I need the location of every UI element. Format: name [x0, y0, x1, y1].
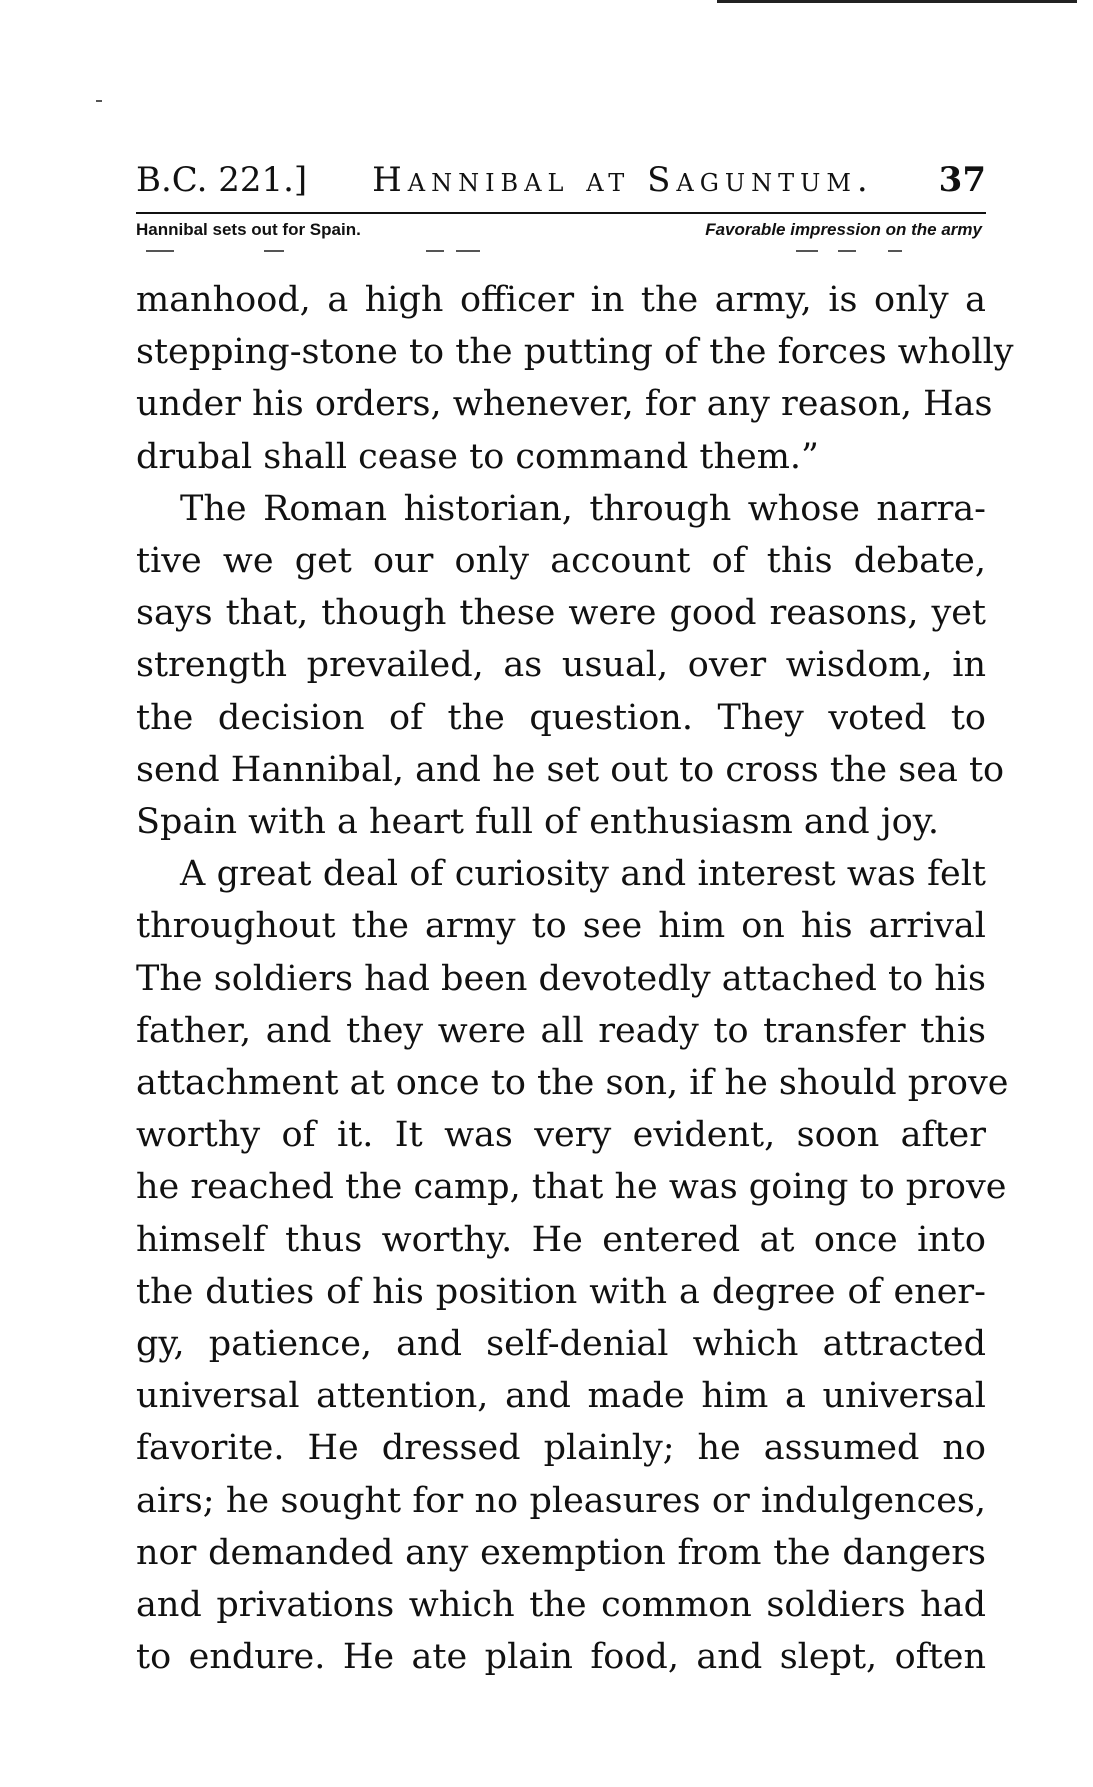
top-edge-rule: [717, 0, 1077, 3]
text-line: airs; he sought for no pleasures or indulgences,: [136, 1480, 986, 1521]
text-line: drubal shall cease to command them.”: [136, 436, 819, 477]
text-line: stepping-stone to the putting of the forces wholly: [136, 332, 1014, 373]
subhead-right: Favorable impression on the army: [705, 220, 982, 239]
header-rule: [136, 212, 986, 214]
dash: [426, 250, 444, 252]
text-line: under his orders, whenever, for any reason, Has: [136, 384, 993, 425]
text-line: says that, though these were good reasons, yet: [136, 593, 986, 634]
text-line: attachment at once to the son, if he should prove: [136, 1063, 1009, 1104]
dash: [146, 250, 174, 252]
header-date: B.C. 221.]: [136, 160, 308, 200]
text-line: gy, patience, and self-denial which attracted: [136, 1324, 986, 1365]
dash: [838, 250, 856, 252]
text-line: universal attention, and made him a universal: [136, 1376, 986, 1417]
text-line: strength prevailed, as usual, over wisdom, in: [136, 645, 986, 686]
text-line: the decision of the question. They voted to: [136, 697, 986, 738]
dash: [796, 250, 818, 252]
text-line: and privations which the common soldiers had: [136, 1585, 986, 1626]
text-line: The soldiers had been devotedly attached to his: [136, 958, 986, 999]
text-line: favorite. He dressed plainly; he assumed no: [136, 1428, 986, 1469]
text-line: nor demanded any exemption from the dangers: [136, 1532, 986, 1573]
text-line: send Hannibal, and he set out to cross the sea to: [136, 749, 1005, 790]
text-line: he reached the camp, that he was going to prove: [136, 1167, 1007, 1208]
text-line: the duties of his position with a degree of ener-: [136, 1271, 986, 1312]
body-text: [136, 274, 1014, 1683]
running-header: [136, 160, 986, 206]
dash: [456, 250, 480, 252]
subhead-dashes: [136, 248, 986, 260]
dash: [888, 250, 902, 252]
text-line: manhood, a high officer in the army, is only a: [136, 280, 986, 320]
margin-subheads: [136, 220, 986, 248]
text-line: A great deal of curiosity and interest was felt: [180, 854, 986, 895]
text-line: The Roman historian, through whose narra-: [180, 488, 986, 529]
text-line: himself thus worthy. He entered at once into: [136, 1219, 986, 1260]
book-page: [136, 160, 1014, 1683]
text-line: throughout the army to see him on his arrival: [136, 906, 986, 947]
text-line: to endure. He ate plain food, and slept, often: [136, 1637, 986, 1678]
text-line: worthy of it. It was very evident, soon after: [136, 1115, 986, 1156]
margin-speck: [96, 100, 102, 102]
text-line: Spain with a heart full of enthusiasm and joy.: [136, 802, 940, 843]
dash: [264, 250, 284, 252]
subhead-left: Hannibal sets out for Spain.: [136, 220, 361, 239]
header-title: Hannibal at Saguntum.: [372, 160, 874, 200]
page-number: 37: [938, 160, 986, 200]
text-line: father, and they were all ready to transfer this: [136, 1010, 986, 1051]
text-line: tive we get our only account of this debate,: [136, 541, 986, 582]
